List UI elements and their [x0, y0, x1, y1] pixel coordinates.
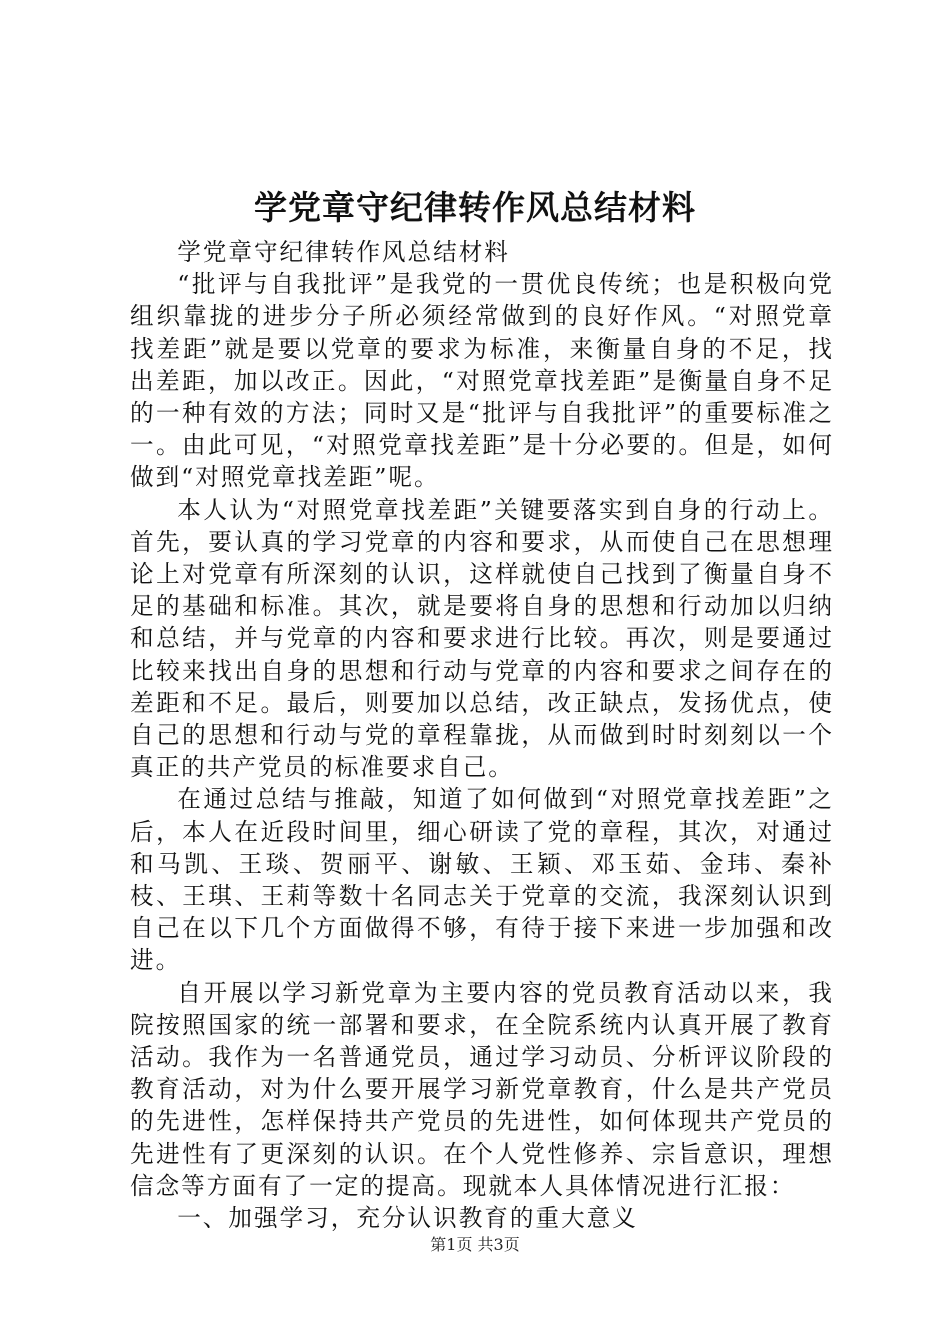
body-paragraph: 自开展以学习新党章为主要内容的党员教育活动以来，我院按照国家的统一部署和要求，在全院系统内认真开展了教育活动。我作为一名普通党员，通过学习动员、分析评议阶段的教育活动，对为什么要开展学习新党章教育，什么是共产党员的先进性，怎样保持共产党员的先进性，如何体现共产党员的先进性有了更深刻的认识。在个人党性修养、宗旨意识，理想信念等方面有了一定的提高。现就本人具体情况进行汇报： — [130, 978, 834, 1200]
body-paragraph: 本人认为“对照党章找差距”关键要落实到自身的行动上。首先，要认真的学习党章的内容和要求，从而使自己在思想理论上对党章有所深刻的认识，这样就使自己找到了衡量自身不足的基础和标准。其次，就是要将自身的思想和行动加以归纳和总结，并与党章的内容和要求进行比较。再次，则是要通过比较来找出自身的思想和行动与党章的内容和要求之间存在的差距和不足。最后，则要加以总结，改正缺点，发扬优点，使自己的思想和行动与党的章程靠拢，从而做到时时刻刻以一个真正的共产党员的标准要求自己。 — [130, 495, 834, 782]
section-heading: 一、加强学习，充分认识教育的重大意义 — [177, 1204, 638, 1233]
body-paragraph: “批评与自我批评”是我党的一贯优良传统；也是积极向党组织靠拢的进步分子所必须经常做到的良好作风。“对照党章找差距”就是要以党章的要求为标准，来衡量自身的不足，找出差距，加以改正。因此，“对照党章找差距”是衡量自身不足的一种有效的方法；同时又是“批评与自我批评”的重要标准之一。由此可见，“对照党章找差距”是十分必要的。但是，如何做到“对照党章找差距”呢。 — [130, 270, 834, 492]
body-paragraph: 在通过总结与推敲，知道了如何做到“对照党章找差距”之后，本人在近段时间里，细心研读了党的章程，其次，对通过和马凯、王琰、贺丽平、谢敏、王颖、邓玉茹、金玮、秦补枝、王琪、王莉等数十名同志关于党章的交流，我深刻认识到自己在以下几个方面做得不够，有待于接下来进一步加强和改进。 — [130, 785, 834, 975]
page-number-footer: 第1页 共3页 — [430, 1235, 520, 1254]
document-body — [130, 236, 834, 1234]
document-title: 学党章守纪律转作风总结材料 — [254, 188, 696, 227]
body-subtitle: 学党章守纪律转作风总结材料 — [177, 238, 510, 266]
